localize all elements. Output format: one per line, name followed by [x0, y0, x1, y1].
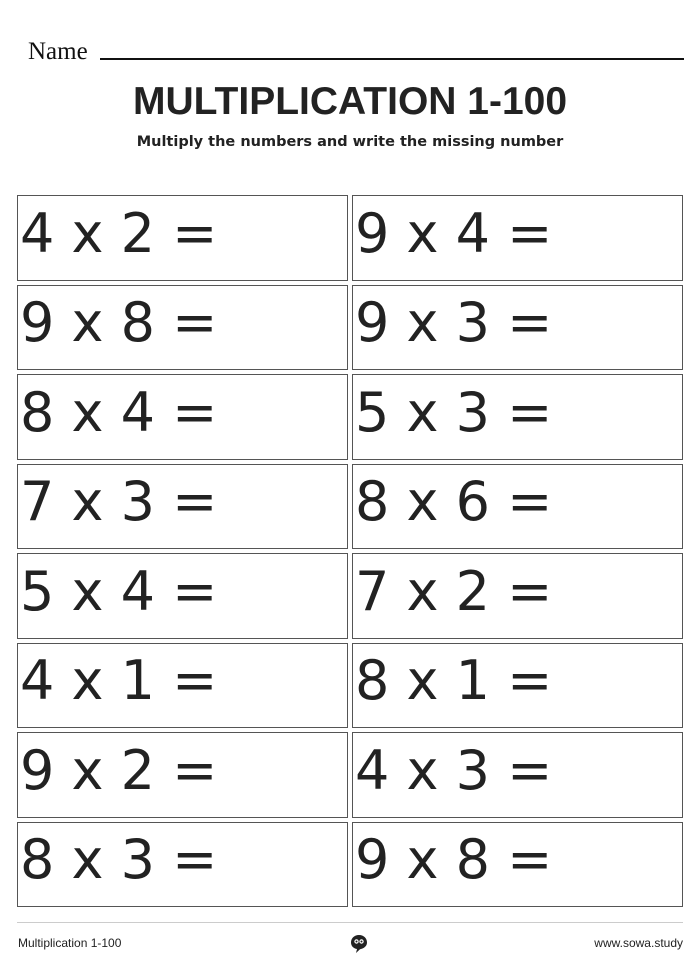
problem-box[interactable]: [17, 643, 348, 729]
problem-box[interactable]: [352, 195, 683, 281]
problem-box[interactable]: [352, 285, 683, 371]
problem-text: 9 x 8 =: [20, 291, 218, 355]
name-row: [28, 36, 684, 66]
problem-text: 4 x 2 =: [20, 201, 218, 265]
problem-text: 4 x 1 =: [20, 649, 218, 713]
problem-box[interactable]: [352, 732, 683, 818]
owl-logo-icon: [350, 934, 368, 954]
problem-text: 9 x 3 =: [355, 291, 553, 355]
problem-text: 8 x 1 =: [355, 649, 553, 713]
problem-box[interactable]: [352, 374, 683, 460]
problem-box[interactable]: [352, 643, 683, 729]
name-label: Name: [28, 38, 88, 65]
problem-box[interactable]: [17, 822, 348, 908]
problem-box[interactable]: [17, 732, 348, 818]
problem-text: 9 x 4 =: [355, 201, 553, 265]
problem-text: 9 x 8 =: [355, 828, 553, 892]
problem-box[interactable]: [352, 553, 683, 639]
problem-box[interactable]: [17, 374, 348, 460]
problem-text: 8 x 4 =: [20, 380, 218, 444]
problem-text: 8 x 6 =: [355, 470, 553, 534]
problem-text: 5 x 4 =: [20, 559, 218, 623]
problem-text: 5 x 3 =: [355, 380, 553, 444]
footer-divider: [17, 922, 683, 923]
problem-box[interactable]: [17, 285, 348, 371]
problem-box[interactable]: [17, 195, 348, 281]
name-write-line[interactable]: [100, 58, 684, 60]
footer-worksheet-name: Multiplication 1-100: [18, 936, 122, 950]
footer-website[interactable]: www.sowa.study: [594, 936, 683, 950]
problem-grid: [17, 195, 683, 907]
problem-text: 9 x 2 =: [20, 738, 218, 802]
worksheet-title: MULTIPLICATION 1-100: [132, 80, 568, 123]
problem-text: 4 x 3 =: [355, 738, 553, 802]
problem-text: 8 x 3 =: [20, 828, 218, 892]
problem-text: 7 x 3 =: [20, 470, 218, 534]
problem-box[interactable]: [17, 464, 348, 550]
worksheet-instructions: Multiply the numbers and write the missing number: [136, 134, 564, 150]
problem-box[interactable]: [17, 553, 348, 639]
problem-box[interactable]: [352, 464, 683, 550]
problem-box[interactable]: [352, 822, 683, 908]
problem-text: 7 x 2 =: [355, 559, 553, 623]
